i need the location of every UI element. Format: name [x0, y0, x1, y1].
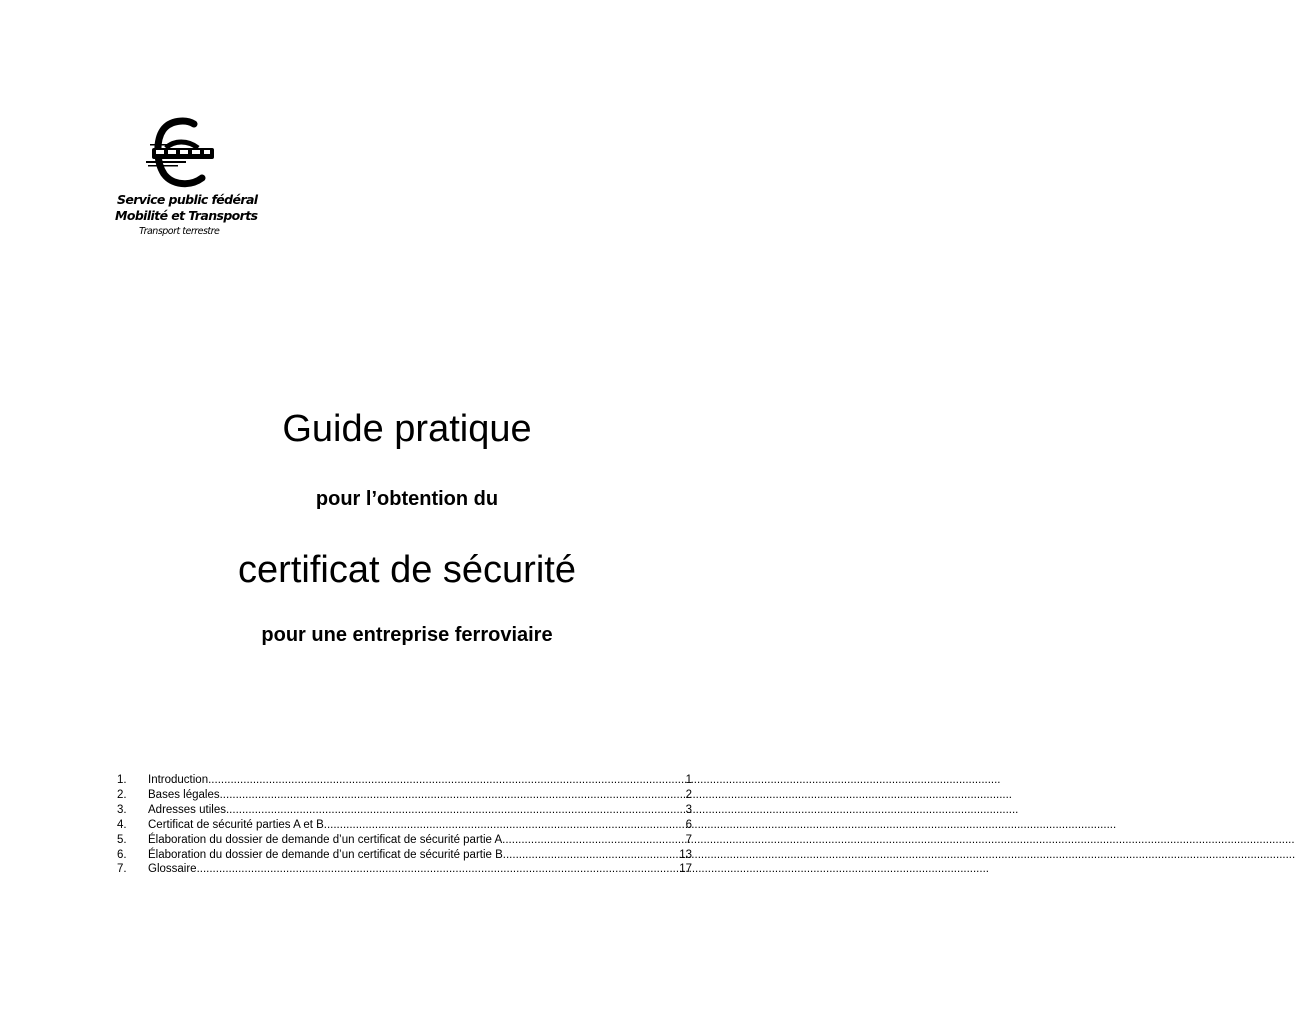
toc-entry-page: 1	[685, 774, 692, 786]
document-title-2: certificat de sécurité	[238, 549, 576, 591]
toc-dot-leader	[324, 818, 684, 833]
toc-entry-page: 3	[685, 803, 692, 816]
toc-entry-title: Élaboration du dossier de demande d’un certificat de sécurité partie A	[148, 833, 503, 846]
organization-logo	[112, 118, 262, 243]
toc-entry-number: 2.	[117, 788, 127, 801]
toc-entry-number: 4.	[117, 818, 127, 831]
toc-entry[interactable]	[117, 773, 692, 788]
toc-entry-number: 3.	[117, 803, 127, 816]
toc-entry-title: Bases légales	[148, 788, 220, 801]
toc-dot-leader	[197, 862, 678, 877]
toc-entry-title: Adresses utiles	[148, 803, 226, 816]
toc-entry[interactable]	[117, 848, 692, 863]
document-title: Guide pratique	[282, 408, 532, 450]
toc-dot-leader	[226, 803, 684, 818]
toc-entry-page: 17	[679, 863, 692, 876]
stylized-e-with-train-icon	[146, 118, 220, 188]
toc-entry-number: 1.	[117, 774, 127, 786]
toc-dot-leader	[502, 833, 683, 848]
toc-entry-number: 5.	[117, 833, 127, 846]
logo-text-line-3: Transport terrestre	[139, 226, 220, 237]
toc-entry[interactable]	[117, 788, 692, 803]
logo-text-line-2: Mobilité et Transports	[115, 208, 258, 223]
toc-entry[interactable]	[117, 833, 692, 848]
table-of-contents	[117, 773, 692, 877]
toc-dot-leader	[208, 773, 683, 788]
toc-entry-page: 2	[685, 788, 692, 801]
toc-entry-number: 6.	[117, 848, 127, 861]
document-subtitle-2: pour une entreprise ferroviaire	[261, 624, 553, 646]
toc-entry-page: 6	[685, 818, 692, 831]
toc-entry[interactable]	[117, 803, 692, 818]
toc-entry-page: 13	[679, 848, 692, 861]
toc-entry-title: Glossaire	[148, 863, 197, 876]
toc-entry[interactable]	[117, 862, 692, 877]
toc-entry[interactable]	[117, 818, 692, 833]
toc-dot-leader	[503, 848, 677, 863]
toc-entry-title: Certificat de sécurité parties A et B	[148, 818, 324, 831]
toc-entry-page: 7	[685, 833, 692, 846]
toc-entry-number: 7.	[117, 863, 127, 876]
logo-text-line-1: Service public fédéral	[117, 192, 258, 207]
toc-entry-title: Introduction	[148, 774, 209, 786]
document-subtitle-1: pour l’obtention du	[315, 488, 499, 510]
toc-dot-leader	[220, 788, 684, 803]
toc-entry-title: Élaboration du dossier de demande d’un certificat de sécurité partie B	[148, 848, 503, 861]
